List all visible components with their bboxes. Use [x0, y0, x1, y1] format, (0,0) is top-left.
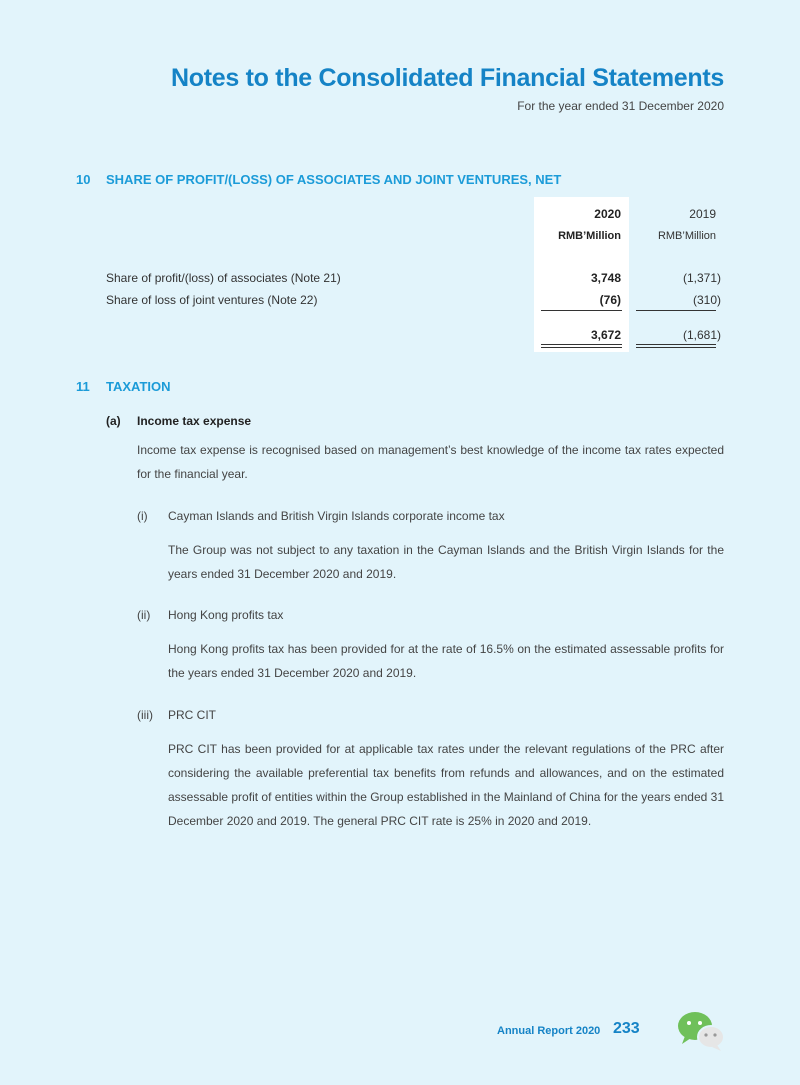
total-double-rule-2019 [636, 344, 716, 345]
footer-report-label: Annual Report 2020 [497, 1025, 601, 1037]
item-title: Hong Kong profits tax [168, 608, 284, 622]
item-body: The Group was not subject to any taxation in the Cayman Islands and the British Virgin Islands for the years ended 31 December 2020 and 2019. [168, 543, 724, 581]
wechat-logo-icon [677, 1010, 725, 1057]
item-body: PRC CIT has been provided for at applicable tax rates under the relevant regulations of the PRC after considering the available preferential tax benefits from refunds and allowances, and on the estimated assessable profit of entities within the Group established in the Mainland of China for the years ended 31 December 2020 and 2019. The general PRC CIT rate is 25% in 2020 and 2019. [168, 742, 724, 828]
row-value-2019: (310) [692, 293, 721, 307]
row-label: Share of loss of joint ventures (Note 22) [106, 293, 318, 307]
item-marker: (iii) [137, 708, 153, 722]
row-label: Share of profit/(loss) of associates (Note 21) [106, 271, 341, 285]
unit-header-2019: RMB’Million [657, 230, 716, 242]
section-title: TAXATION [106, 379, 171, 394]
item-title: PRC CIT [168, 708, 216, 722]
column-header-2019: 2019 [689, 207, 716, 221]
item-marker: (i) [137, 509, 148, 523]
item-marker: (ii) [137, 608, 151, 622]
subsection-title: Income tax expense [137, 414, 252, 428]
subtotal-rule-2020 [541, 310, 622, 311]
page-subtitle: For the year ended 31 December 2020 [517, 99, 724, 113]
total-double-rule-2019 [636, 347, 716, 348]
row-value-2020: (76) [599, 293, 621, 307]
row-value-2020: 3,748 [590, 271, 621, 285]
item-body: Hong Kong profits tax has been provided for at the rate of 16.5% on the estimated assessable profits for the years ended 31 December 2020 and 2019. [168, 642, 724, 680]
column-header-2020: 2020 [594, 207, 621, 221]
subtotal-rule-2019 [636, 310, 716, 311]
subsection-marker: (a) [106, 414, 121, 428]
total-value-2019: (1,681) [682, 328, 721, 342]
page-number: 233 [613, 1020, 640, 1037]
total-double-rule-2020 [541, 344, 622, 345]
total-value-2020: 3,672 [590, 328, 621, 342]
section-10-heading [76, 172, 561, 187]
page-title: Notes to the Consolidated Financial Statements [171, 64, 724, 92]
section-number: 11 [76, 379, 90, 394]
unit-header-2020: RMB’Million [558, 230, 621, 242]
item-title: Cayman Islands and British Virgin Islands corporate income tax [168, 509, 505, 523]
intro-paragraph: Income tax expense is recognised based on management’s best knowledge of the income tax rates expected for the financial year. [137, 443, 724, 481]
total-double-rule-2020 [541, 347, 622, 348]
row-value-2019: (1,371) [682, 271, 721, 285]
section-11-heading [76, 379, 171, 394]
section-number: 10 [76, 172, 91, 187]
section-title: SHARE OF PROFIT/(LOSS) OF ASSOCIATES AND JOINT VENTURES, NET [106, 172, 562, 187]
